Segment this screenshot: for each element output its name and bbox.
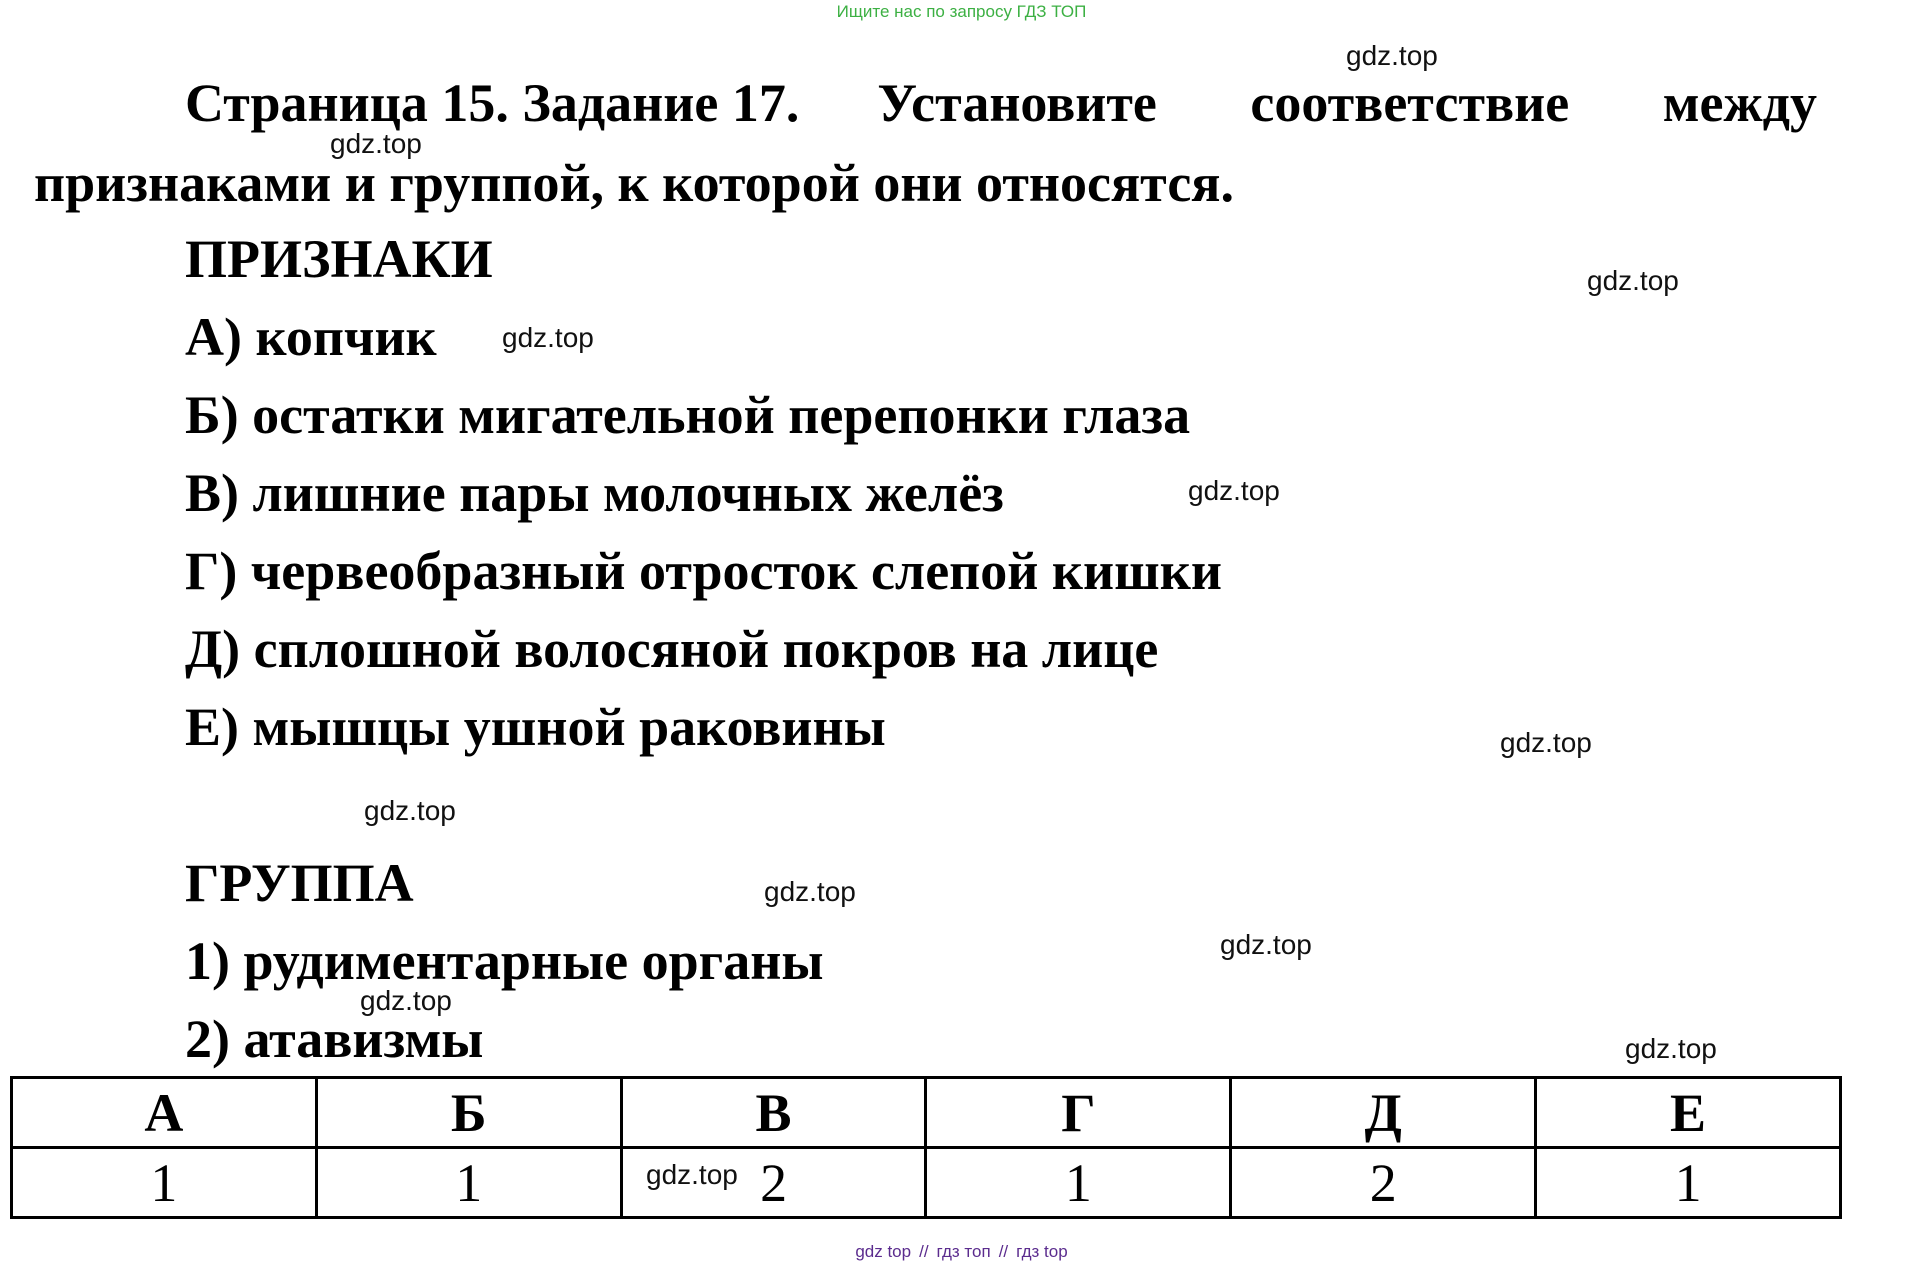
answer-header-cell: А xyxy=(12,1078,317,1148)
watermark: gdz.top xyxy=(360,985,452,1016)
footer xyxy=(0,1242,1923,1262)
answer-value-cell: 1 xyxy=(1536,1148,1841,1218)
footer-link[interactable]: gdz top xyxy=(855,1242,912,1261)
answer-table-header-row xyxy=(12,1078,1841,1148)
feature-item: Д) сплошной волосяной покров на лице xyxy=(185,619,1159,679)
watermark: gdz.top xyxy=(364,795,456,826)
watermark: gdz.top xyxy=(1220,929,1312,960)
task-title-line-1 xyxy=(185,73,1817,133)
title-word: между xyxy=(1662,73,1817,133)
top-banner: Ищите нас по запросу ГДЗ ТОП xyxy=(836,2,1087,21)
title-word: Установите xyxy=(877,73,1157,133)
watermark: gdz.top xyxy=(1500,727,1592,758)
watermark: gdz.top xyxy=(330,128,422,159)
footer-link[interactable]: гдз top xyxy=(1016,1242,1068,1261)
answer-header-cell: Е xyxy=(1536,1078,1841,1148)
feature-item: Г) червеобразный отросток слепой кишки xyxy=(185,541,1222,601)
footer-link[interactable]: гдз топ xyxy=(936,1242,991,1261)
watermark: gdz.top xyxy=(1188,475,1280,506)
groups-heading: ГРУППА xyxy=(185,853,414,913)
answer-header-cell: Д xyxy=(1231,1078,1536,1148)
answer-table xyxy=(10,1076,1842,1219)
answer-value-cell: 2 xyxy=(1231,1148,1536,1218)
answer-value-cell: 1 xyxy=(316,1148,621,1218)
title-word: соответствие xyxy=(1250,73,1570,133)
watermark: gdz.top xyxy=(646,1159,738,1190)
watermark: gdz.top xyxy=(764,876,856,907)
feature-item: В) лишние пары молочных желёз xyxy=(185,463,1004,523)
answer-value-cell: 2 xyxy=(621,1148,926,1218)
answer-value-cell: 1 xyxy=(926,1148,1231,1218)
group-item: 2) атавизмы xyxy=(185,1009,484,1069)
answer-table-value-row xyxy=(12,1148,1841,1218)
footer-separator: // xyxy=(998,1242,1009,1261)
watermark: gdz.top xyxy=(1625,1033,1717,1064)
task-title-line-2: признаками и группой, к которой они относятся. xyxy=(34,153,1235,213)
answer-header-cell: Б xyxy=(316,1078,621,1148)
footer-separator: // xyxy=(919,1242,929,1261)
answer-value-cell: 1 xyxy=(12,1148,317,1218)
feature-item: Б) остатки мигательной перепонки глаза xyxy=(185,385,1191,445)
group-item: 1) рудиментарные органы xyxy=(185,931,824,991)
watermark: gdz.top xyxy=(1346,40,1438,71)
watermark: gdz.top xyxy=(502,322,594,353)
feature-item: Е) мышцы ушной раковины xyxy=(185,697,886,757)
answer-header-cell: В xyxy=(621,1078,926,1148)
watermark: gdz.top xyxy=(1587,265,1679,296)
task-number: Страница 15. Задание 17. xyxy=(185,73,800,133)
features-heading: ПРИЗНАКИ xyxy=(185,229,493,289)
feature-item: А) копчик xyxy=(185,307,437,367)
answer-header-cell: Г xyxy=(926,1078,1231,1148)
